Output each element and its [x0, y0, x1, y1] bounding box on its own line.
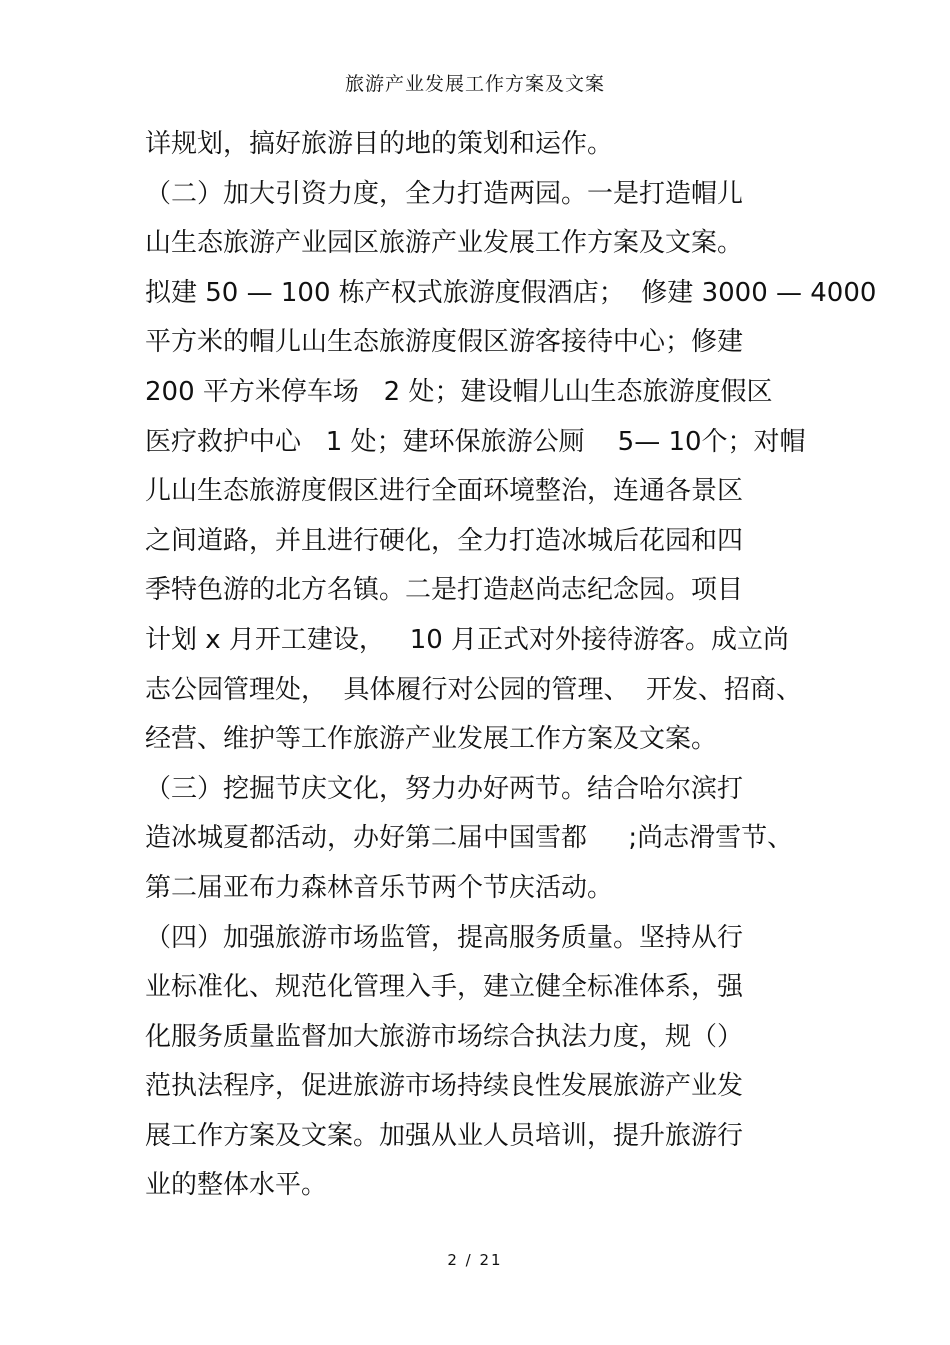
text-line: 季特色游的北方名镇。二是打造赵尚志纪念园。项目	[145, 575, 744, 606]
text-line: 业的整体水平。	[145, 1170, 328, 1201]
text-line: 之间道路，并且进行硬化，全力打造冰城后花园和四	[145, 525, 744, 556]
text-line: 展工作方案及文案。加强从业人员培训，提升旅游行	[145, 1120, 744, 1151]
text-line: 详规划，搞好旅游目的地的策划和运作。	[145, 129, 614, 159]
text-line: 化服务质量监督加大旅游市场综合执法力度，规（）	[145, 1021, 744, 1052]
text-line: 医疗救护中心 1 处；建环保旅游公厕 5— 10个；对帽	[145, 426, 806, 457]
text-line: 儿山生态旅游度假区进行全面环境整治，连通各景区	[145, 476, 744, 507]
text-line: 第二届亚布力森林音乐节两个节庆活动。	[145, 872, 614, 903]
text-line: 造冰城夏都活动，办好第二届中国雪都 ;尚志滑雪节、	[145, 823, 794, 854]
text-line: （二）加大引资力度，全力打造两园。一是打造帽儿	[145, 178, 744, 209]
text-line: 计划 x 月开工建设， 10 月正式对外接待游客。成立尚	[145, 624, 790, 655]
text-line: （四）加强旅游市场监管，提高服务质量。坚持从行	[145, 922, 744, 953]
text-line: 拟建 50 — 100 栋产权式旅游度假酒店； 修建 3000 — 4000	[145, 277, 877, 308]
page-number: 2 / 21	[447, 1251, 503, 1269]
text-line: （三）挖掘节庆文化，努力办好两节。结合哈尔滨打	[145, 773, 744, 804]
text-line: 200 平方米停车场 2 处；建设帽儿山生态旅游度假区	[145, 376, 773, 407]
text-line: 山生态旅游产业园区旅游产业发展工作方案及文案。	[145, 228, 744, 259]
text-line: 经营、维护等工作旅游产业发展工作方案及文案。	[145, 724, 718, 755]
body-text	[145, 124, 945, 1215]
page-header-title: 旅游产业发展工作方案及文案	[344, 73, 605, 95]
text-line: 平方米的帽儿山生态旅游度假区游客接待中心；修建	[145, 327, 744, 358]
text-line: 志公园管理处， 具体履行对公园的管理、 开发、招商、	[145, 674, 803, 705]
text-line: 业标准化、规范化管理入手，建立健全标准体系，强	[145, 972, 744, 1003]
text-line: 范执法程序，促进旅游市场持续良性发展旅游产业发	[145, 1071, 744, 1102]
